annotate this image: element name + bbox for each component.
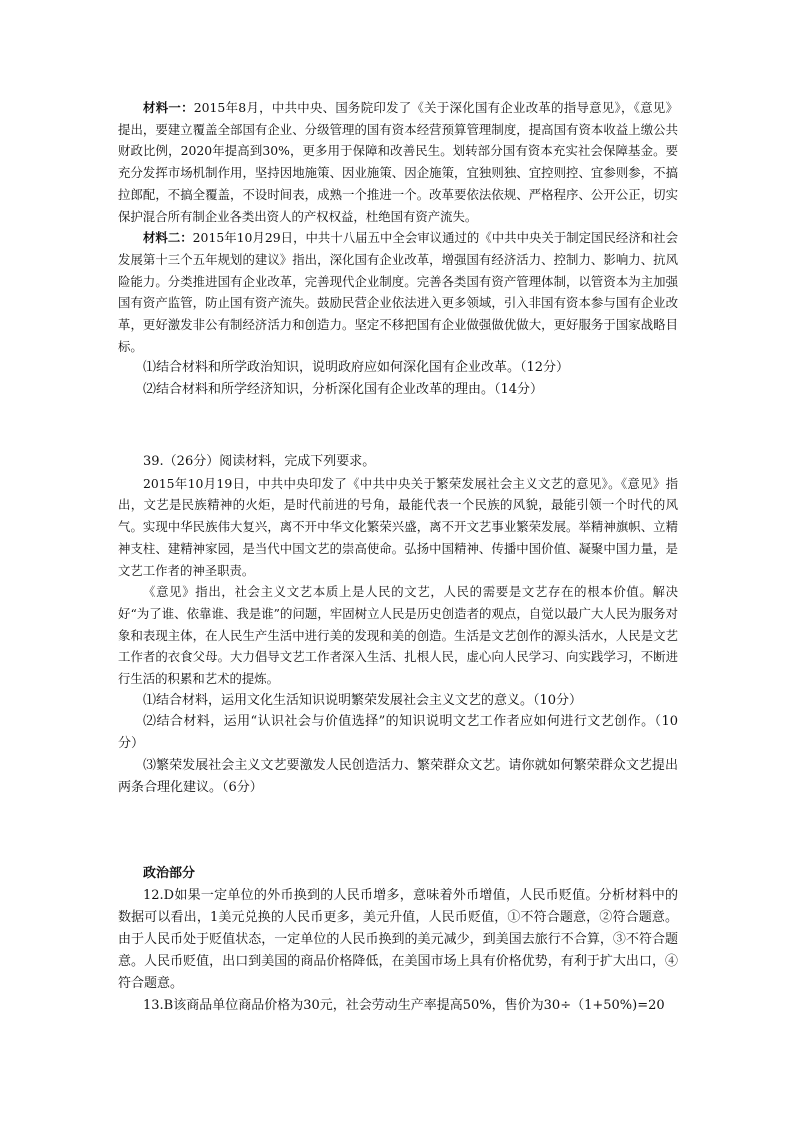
- materials-section: [118, 97, 678, 401]
- answers-title: 政治部分: [143, 866, 196, 881]
- question-39-sub-1: ⑴结合材料，运用文化生活知识说明繁荣发展社会主义文艺的意义。（10分）: [143, 692, 583, 708]
- material-two-label: 材料二：: [143, 230, 193, 246]
- material-one-text: 2015年8月，中共中央、国务院印发了《关于深化国有企业改革的指导意见》，《意见》提出，要建立覆盖全部国有企业、分级管理的国有资本经营预算管理制度，提高国有资本收益上缴公共财政比例，2020年提高到30%，更多用于保障和改善民生。划转部分国有资本充实社会保障基金。要充分发挥市场机制作用，坚持因地施策、因业施策、因企施策，宜独则独、宜控则控、宜参则参，不搞拉郎配，不搞全覆盖，不设时间表，成熟一个推进一个。改革要依法依规、严格程序、公开公正，切实保护混合所有制企业各类出资人的产权权益，杜绝国有资产流失。: [118, 100, 678, 224]
- material-one: [118, 97, 678, 227]
- question-39-header: 39.（26分）阅读材料，完成下列要求。: [143, 454, 376, 469]
- question-39-sub-2: ⑵结合材料，运用“认识社会与价值选择”的知识说明文艺工作者应如何进行文艺创作。（10分）: [118, 714, 678, 752]
- question-39-section: [118, 451, 678, 798]
- material-question-2: ⑵结合材料和所学经济知识，分析深化国有企业改革的理由。（14分）: [143, 382, 544, 398]
- material-two: [118, 227, 678, 357]
- material-two-text: 2015年10月29日，中共十八届五中全会审议通过的《中共中央关于制定国民经济和社会发展第十三个五年规划的建议》指出，深化国有企业改革，增强国有经济活力、控制力、影响力、抗风险能力。分类推进国有企业改革，完善现代企业制度。完善各类国有资产管理体制，以管资本为主加强国有资产监管，防止国有资产流失。鼓励民营企业依法进入更多领域，引入非国有资本参与国有企业改革，更好激发非公有制经济活力和创造力。坚定不移把国有企业做强做优做大，更好服务于国家战略目标。: [118, 230, 678, 354]
- answer-12: 12.D如果一定单位的外币换到的人民币增多，意味着外币增值，人民币贬值。分析材料中的数据可以看出，1美元兑换的人民币更多，美元升值，人民币贬值，①不符合题意，②符合题意。由于人民币处于贬值状态，一定单位的人民币换到的美元减少，到美国去旅行不合算，③不符合题意。人民币贬值，出口到美国的商品价格降低，在美国市场上具有价格优势，有利于扩大出口，④符合题意。: [118, 888, 678, 991]
- question-39-paragraph-1: 2015年10月19日，中共中央印发了《中共中央关于繁荣发展社会主义文艺的意见》。《意见》指出，文艺是民族精神的火炬，是时代前进的号角，最能代表一个民族的风貌，最能引领一个时代的风气。实现中华民族伟大复兴，离不开中华文化繁荣兴盛，离不开文艺事业繁荣发展。举精神旗帜、立精神支柱、建精神家园，是当代中国文艺的崇高使命。弘扬中国精神、传播中国价值、凝聚中国力量，是文艺工作者的神圣职责。: [118, 475, 678, 578]
- answer-13: 13.B该商品单位商品价格为30元，社会劳动生产率提高50%，售价为30÷（1+50%)=20: [143, 998, 665, 1013]
- question-39-sub-3: ⑶繁荣发展社会主义文艺要激发人民创造活力、繁荣群众文艺。请你就如何繁荣群众文艺提出两条合理化建议。（6分）: [118, 757, 678, 795]
- answers-section: [118, 863, 678, 1017]
- material-one-label: 材料一：: [143, 100, 194, 115]
- material-question-1: ⑴结合材料和所学政治知识，说明政府应如何深化国有企业改革。（12分）: [143, 360, 570, 376]
- question-39-paragraph-2: 《意见》指出，社会主义文艺本质上是人民的文艺，人民的需要是文艺存在的根本价值。解决好“为了谁、依靠谁、我是谁”的问题，牢固树立人民是历史创造者的观点，自觉以最广大人民为服务对象和表现主体，在人民生产生活中进行美的发现和美的创造。生活是文艺创作的源头活水，人民是文艺工作者的衣食父母。大力倡导文艺工作者深入生活、扎根人民，虚心向人民学习、向实践学习，不断进行生活的积累和艺术的提炼。: [118, 584, 678, 687]
